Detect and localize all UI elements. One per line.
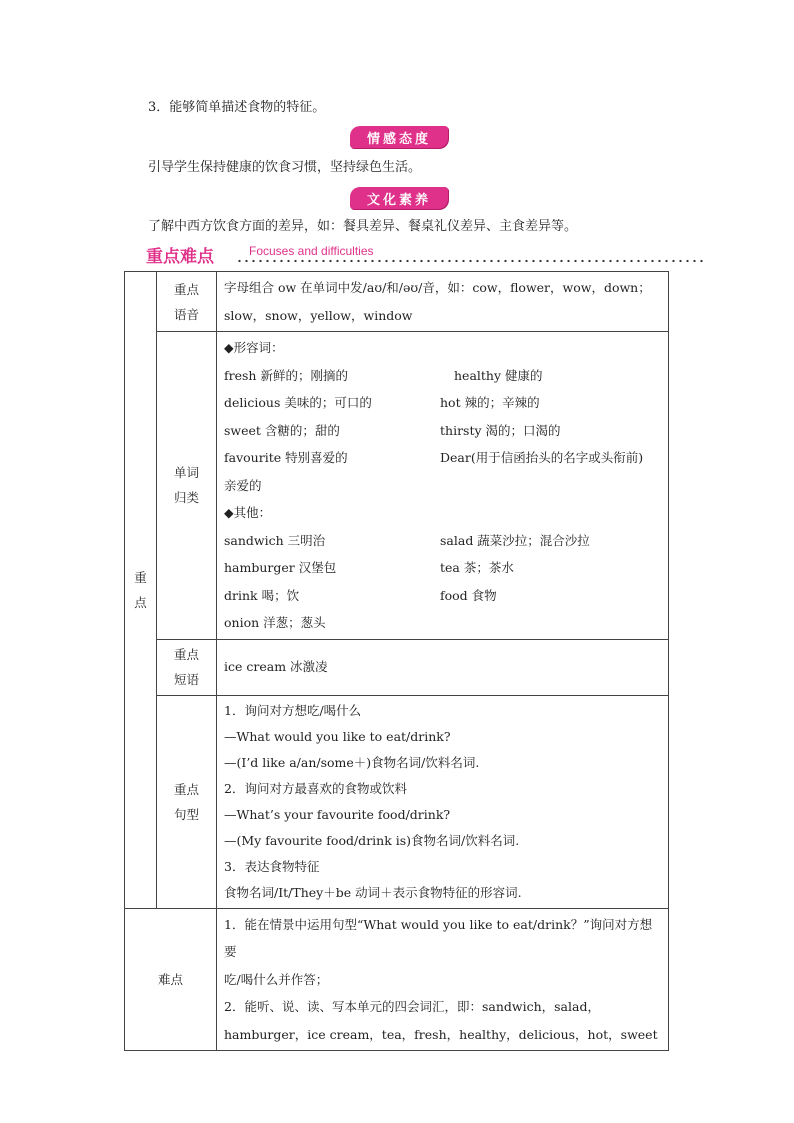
intro-objective: 3．能够简单描述食物的特征。 [148, 100, 326, 115]
vocab-content: ◆形容词： fresh 新鲜的；刚摘的 healthy 健康的 delicious 美味的；可口的 hot 辣的；辛辣的 sweet 含糖的；甜的 thirsty 渴的；口渴的 favourite 特别喜爱的 Dear(用于信函抬头的名字或头衔前) 亲爱的 ◆其他： sandwich 三明治 salad 蔬菜沙拉；混合沙拉 hamburger 汉堡包 tea 茶；茶水 drink 喝；饮 food 食物 onion 洋葱；葱头 [217, 332, 669, 640]
phrase-label: 重点 短语 [157, 639, 217, 695]
focus-difficulty-table [124, 271, 669, 1051]
key-points-label: 重点 [125, 272, 157, 909]
sentence-content: 1．询问对方想吃/喝什么 —What would you like to eat/drink? —(I’d like a/an/some＋)食物名词/饮料名词. 2．询问对方最喜欢的食物或饮料 —What’s your favourite food/drink? —(My favourite food/drink is)食物名词/饮料名词. 3．表达食物特征 食物名词/It/They＋be 动词＋表示食物特征的形容词. [217, 695, 669, 908]
phonetics-label: 重点 语音 [157, 272, 217, 332]
dotted-divider [236, 259, 706, 263]
difficulty-content: 1．能在情景中运用句型“What would you like to eat/drink？”询问对方想要 吃/喝什么并作答； 2．能听、说、读、写本单元的四会词汇，即：sandwich，salad， hamburger，ice cream，tea，fresh，healthy，delicious，hot，sweet [217, 908, 669, 1051]
phonetics-row [125, 272, 669, 332]
section-title: 重点难点 [146, 247, 214, 267]
vocab-row [125, 332, 669, 640]
culture-badge: 文化素养 [350, 187, 448, 209]
section-subtitle: Focuses and difficulties [249, 244, 374, 258]
phrase-row [125, 639, 669, 695]
sentence-row [125, 695, 669, 908]
phrase-content: ice cream 冰激凌 [217, 639, 669, 695]
difficulty-label: 难点 [125, 908, 217, 1051]
vocab-label: 单词 归类 [157, 332, 217, 640]
sentence-label: 重点 句型 [157, 695, 217, 908]
culture-text: 了解中西方饮食方面的差异，如：餐具差异、餐桌礼仪差异、主食差异等。 [148, 219, 578, 234]
emotion-badge: 情感态度 [350, 126, 448, 148]
emotion-text: 引导学生保持健康的饮食习惯，坚持绿色生活。 [148, 160, 422, 175]
difficulty-row [125, 908, 669, 1051]
phonetics-content: 字母组合 ow 在单词中发/aʊ/和/əʊ/音，如：cow，flower，wow，down； slow，snow，yellow，window [217, 272, 669, 332]
